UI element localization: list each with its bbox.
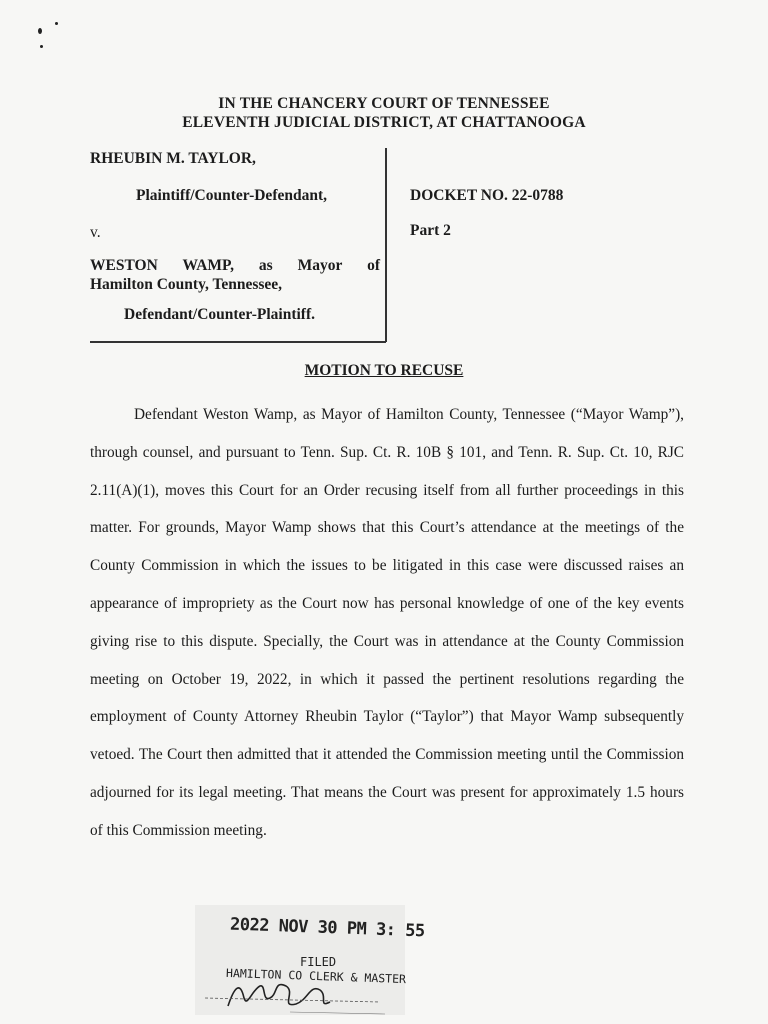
caption-divider-vertical xyxy=(385,148,387,342)
court-name: IN THE CHANCERY COURT OF TENNESSEE xyxy=(218,95,550,112)
filing-stamp-date: 2022 NOV 30 PM 3: 55 xyxy=(229,914,425,942)
defendant-role: Defendant/Counter-Plaintiff. xyxy=(124,306,316,323)
docket-number: DOCKET NO. 22-0788 xyxy=(410,187,564,204)
defendant-name-line2: Hamilton County, Tennessee, xyxy=(90,276,283,293)
filing-stamp-label: FILED xyxy=(300,955,337,969)
scan-speck xyxy=(40,45,43,48)
court-district: ELEVENTH JUDICIAL DISTRICT, AT CHATTANOOGA xyxy=(182,114,586,131)
filing-stamp-clerk: HAMILTON CO CLERK & MASTER xyxy=(225,965,407,987)
motion-paragraph: Defendant Weston Wamp, as Mayor of Hamilton County, Tennessee (“Mayor Wamp”), through counsel, and pursuant to Tenn. Sup. Ct. R. 10B § 101, and Tenn. R. Sup. Ct. 10, RJC 2.11(A)(1), moves this Court for an Order recusing itself from all further proceedings in this matter. For grounds, Mayor Wamp shows that this Court’s attendance at the meetings of the County Commission in which the issues to be litigated in this case were discussed raises an appearance of impropriety as the Court now has personal knowledge of one of the key events giving rise to this dispute. Specially, the Court was in attendance at the County Commission meeting on October 19, 2022, in which it passed the pertinent resolutions regarding the employment of County Attorney Rheubin Taylor (“Taylor”) that Mayor Wamp subsequently vetoed. The Court then admitted that it attended the Commission meeting until the Commission adjourned for its legal meeting. That means the Court was present for approximately 1.5 hours of this Commission meeting. xyxy=(90,406,684,839)
plaintiff-role: Plaintiff/Counter-Defendant, xyxy=(136,187,328,204)
clerk-signature xyxy=(200,968,390,1018)
motion-body xyxy=(90,396,684,850)
scan-speck xyxy=(38,28,42,34)
scan-speck xyxy=(55,22,58,25)
court-header xyxy=(0,94,768,132)
caption-divider-horizontal xyxy=(90,341,386,343)
versus-label: v. xyxy=(90,224,101,241)
document-title: MOTION TO RECUSE xyxy=(304,362,464,379)
defendant-name-line1: WESTON WAMP, as Mayor of xyxy=(90,257,380,274)
plaintiff-name: RHEUBIN M. TAYLOR, xyxy=(90,150,256,167)
docket-part: Part 2 xyxy=(410,222,451,239)
